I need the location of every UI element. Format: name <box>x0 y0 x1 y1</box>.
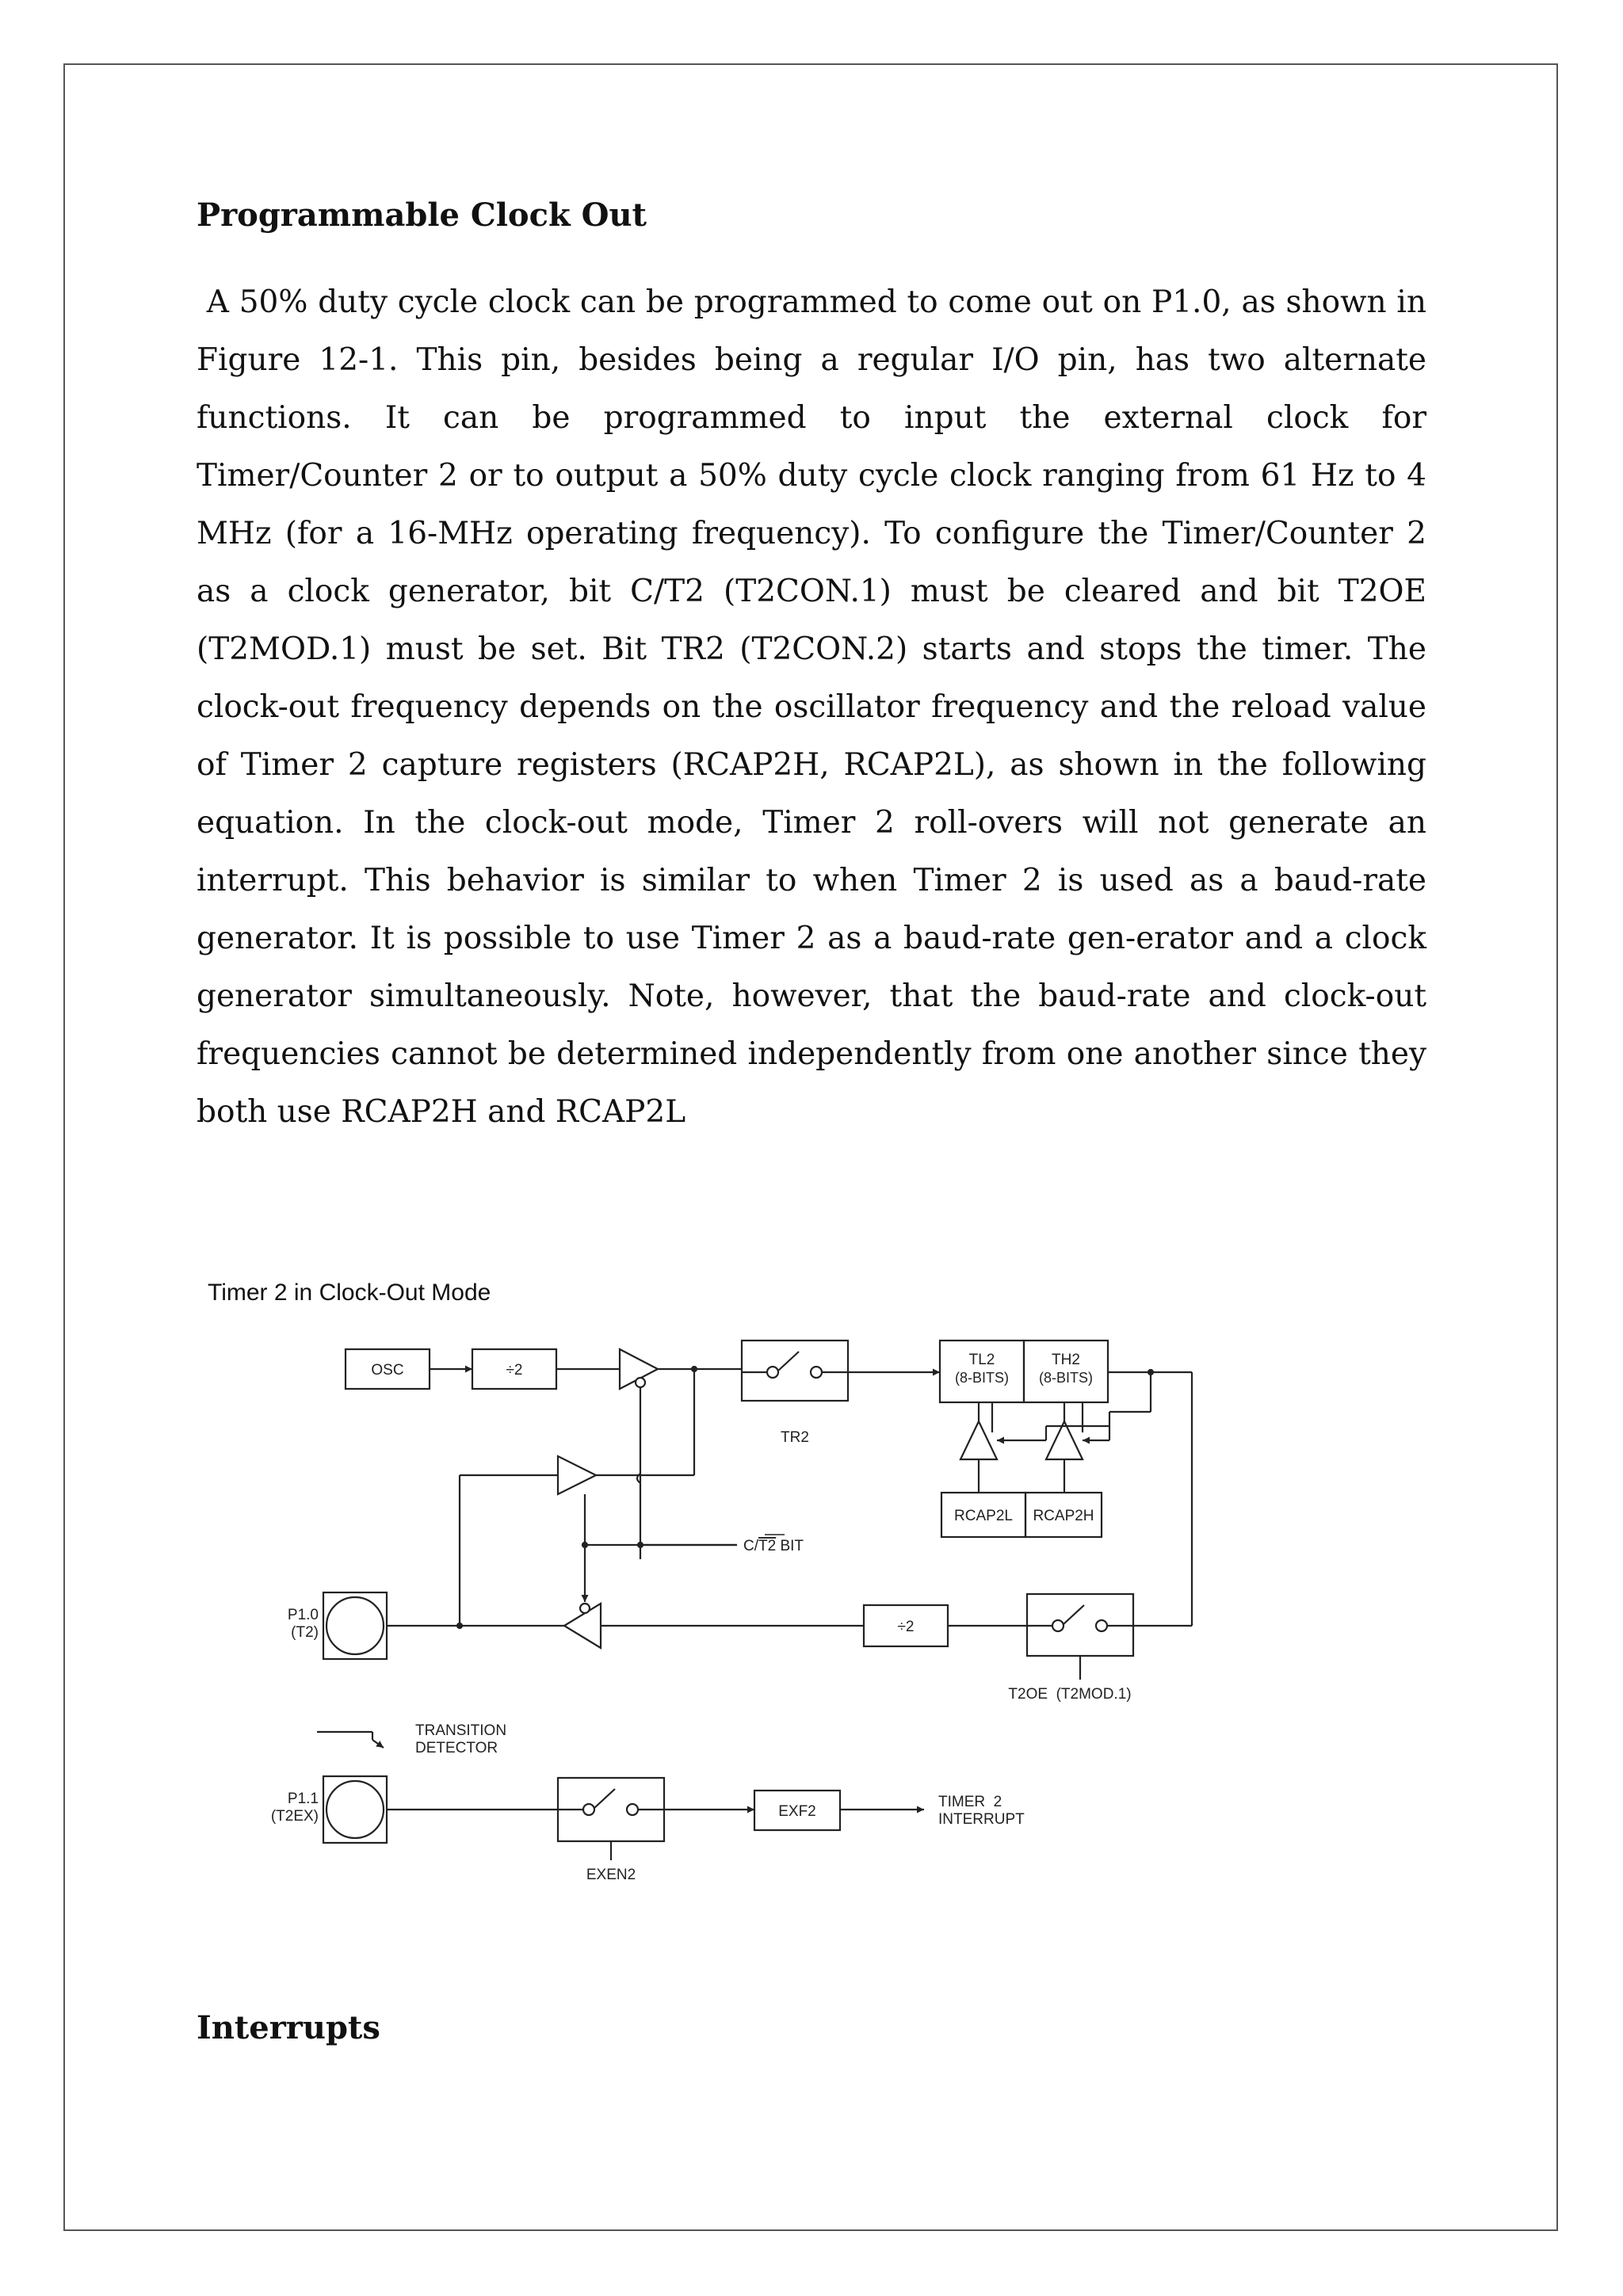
ct2-prefix: C/ <box>743 1538 758 1554</box>
section-heading-interrupts: Interrupts <box>197 2009 380 2046</box>
osc-label: OSC <box>371 1362 404 1379</box>
p11-label: P1.1 <box>287 1791 319 1807</box>
divider-bottom-label: ÷2 <box>897 1619 915 1635</box>
tl2-bits-label: (8-BITS) <box>954 1370 1010 1386</box>
rcap2l-label: RCAP2L <box>954 1508 1013 1524</box>
timer2-label: TIMER 2 <box>938 1794 1002 1810</box>
t2oe-label: T2OE (T2MOD.1) <box>1008 1686 1132 1703</box>
p11-pin-box <box>323 1776 387 1843</box>
p10-pin-box <box>323 1592 387 1659</box>
p10-label: P1.0 <box>287 1607 319 1623</box>
ct2-overline: T2 <box>758 1538 777 1554</box>
tr2-label: TR2 <box>781 1429 809 1446</box>
th2-label: TH2 <box>1052 1352 1080 1368</box>
exen2-label: EXEN2 <box>586 1867 636 1883</box>
divider-top-label: ÷2 <box>506 1362 523 1379</box>
p11-sub-label: (T2EX) <box>270 1808 319 1825</box>
diagram-title: Timer 2 in Clock-Out Mode <box>208 1280 491 1306</box>
tr2-switch <box>742 1341 848 1401</box>
th2-bits-label: (8-BITS) <box>1038 1370 1094 1386</box>
detector-label: DETECTOR <box>415 1740 498 1756</box>
ct2-suffix: BIT <box>776 1538 804 1554</box>
ct2-bit-label <box>743 1538 804 1554</box>
section-heading-clock-out: Programmable Clock Out <box>197 196 647 234</box>
tl2-label: TL2 <box>968 1352 995 1368</box>
p10-sub-label: (T2) <box>291 1624 319 1641</box>
exf2-label: EXF2 <box>778 1803 816 1820</box>
body-paragraph: A 50% duty cycle clock can be programmed to come out on P1.0, as shown in Figure 12-1. This pin, besides being a regular I/O pin, has two alternate functions. It can be programmed to input the external clock for Timer/Counter 2 or to output a 50% duty cycle clock ranging from 61 Hz to 4 MHz (for a 16-MHz operating frequency). To configure the Timer/Counter 2 as a clock generator, bit C/T2 (T2CON.1) must be cleared and bit T2OE (T2MOD.1) must be set. Bit TR2 (T2CON.2) starts and stops the timer. The clock-out frequency depends on the oscillator frequency and the reload value of Timer 2 capture registers (RCAP2H, RCAP2L), as shown in the following equation. In the clock-out mode, Timer 2 roll-overs will not generate an interrupt. This behavior is similar to when Timer 2 is used as a baud-rate generator. It is possible to use Timer 2 as a baud-rate gen-erator and a clock generator simultaneously. Note, however, that the baud-rate and clock-out frequencies cannot be determined independently from one another since they both use RCAP2H and RCAP2L <box>197 284 1437 1130</box>
interrupt-label: INTERRUPT <box>938 1811 1025 1828</box>
buffer-triangle-middle <box>558 1456 596 1494</box>
transition-label: TRANSITION <box>415 1722 507 1739</box>
rcap2h-label: RCAP2H <box>1033 1508 1094 1524</box>
reload-triangle-h <box>1046 1421 1083 1459</box>
